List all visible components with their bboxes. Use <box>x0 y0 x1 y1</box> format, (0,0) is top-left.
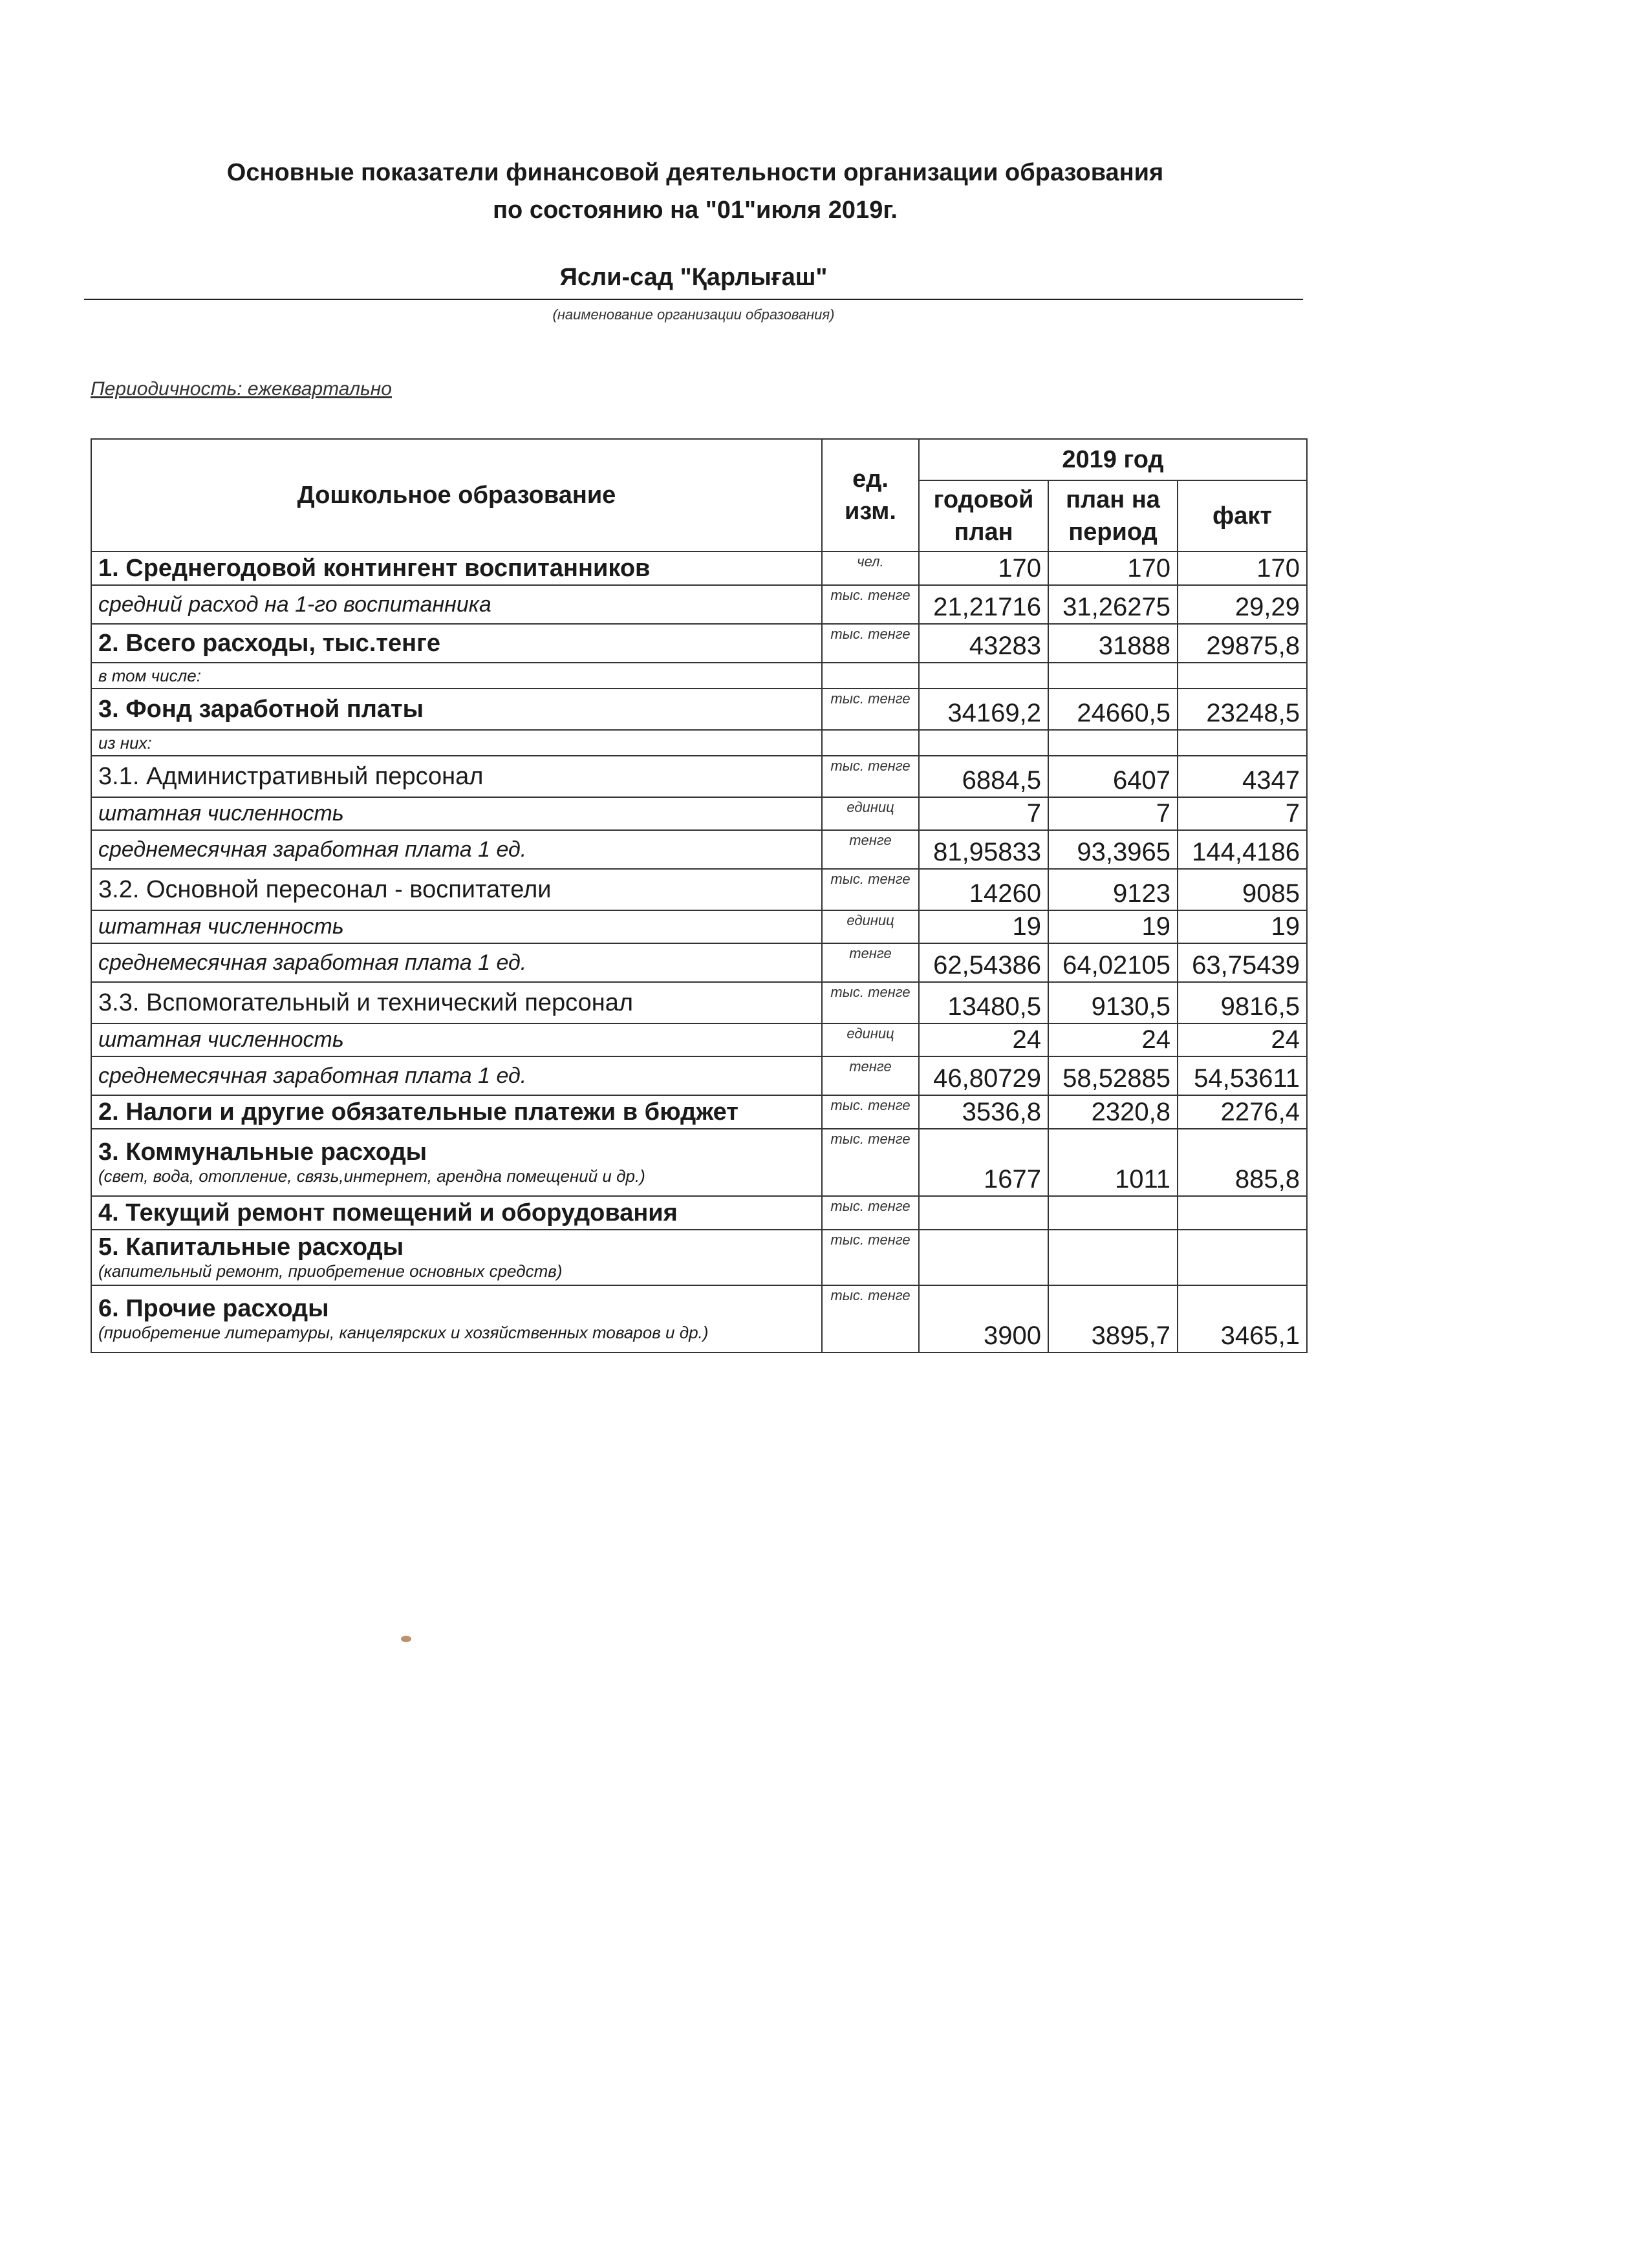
organization-underline <box>84 299 1303 300</box>
row-label-cell <box>91 663 822 689</box>
row-plan-year <box>919 663 1048 689</box>
row-label: среднемесячная заработная плата 1 ед. <box>98 950 527 975</box>
row-sublabel: (свет, вода, отопление, связь,интернет, арендна помещений и др.) <box>98 1166 645 1186</box>
row-fact: 7 <box>1178 797 1307 830</box>
row-plan-period: 3895,7 <box>1048 1285 1178 1353</box>
row-fact <box>1178 1196 1307 1230</box>
table-row <box>91 585 1307 624</box>
row-label: 3. Коммунальные расходы <box>98 1139 427 1166</box>
row-plan-period: 1011 <box>1048 1129 1178 1196</box>
header-fact: факт <box>1178 480 1307 551</box>
row-plan-year <box>919 730 1048 756</box>
row-plan-period: 64,02105 <box>1048 943 1178 982</box>
row-label-cell <box>91 1129 822 1196</box>
table-row <box>91 1023 1307 1056</box>
header-year: 2019 год <box>919 439 1307 480</box>
row-plan-year: 13480,5 <box>919 982 1048 1023</box>
row-label: 1. Среднегодовой контингент воспитанников <box>98 554 651 582</box>
row-label-cell <box>91 982 822 1023</box>
row-label-cell <box>91 1023 822 1056</box>
row-plan-year <box>919 1196 1048 1230</box>
row-fact: 9816,5 <box>1178 982 1307 1023</box>
row-plan-period: 31888 <box>1048 624 1178 663</box>
row-label: 2. Налоги и другие обязательные платежи в бюджет <box>98 1098 738 1126</box>
row-label-cell <box>91 797 822 830</box>
row-label-cell <box>91 756 822 797</box>
row-plan-period: 6407 <box>1048 756 1178 797</box>
row-plan-year: 81,95833 <box>919 830 1048 869</box>
table-row <box>91 830 1307 869</box>
row-plan-year: 14260 <box>919 869 1048 910</box>
row-label: 5. Капитальные расходы <box>98 1234 404 1261</box>
row-fact: 2276,4 <box>1178 1095 1307 1129</box>
row-fact: 4347 <box>1178 756 1307 797</box>
row-plan-year: 3900 <box>919 1285 1048 1353</box>
row-fact: 63,75439 <box>1178 943 1307 982</box>
table-row <box>91 1196 1307 1230</box>
row-fact: 885,8 <box>1178 1129 1307 1196</box>
row-label-cell <box>91 1095 822 1129</box>
row-fact <box>1178 730 1307 756</box>
row-plan-period: 170 <box>1048 551 1178 585</box>
row-unit <box>822 663 919 689</box>
table-row <box>91 1285 1307 1353</box>
row-label-cell <box>91 830 822 869</box>
row-fact: 29,29 <box>1178 585 1307 624</box>
row-unit: единиц <box>822 1023 919 1056</box>
row-plan-year: 34169,2 <box>919 689 1048 730</box>
row-label-cell <box>91 869 822 910</box>
row-label: из них: <box>98 733 152 753</box>
row-unit: чел. <box>822 551 919 585</box>
row-label: штатная численность <box>98 1027 344 1052</box>
row-label-cell <box>91 910 822 943</box>
table-row <box>91 689 1307 730</box>
row-label: 2. Всего расходы, тыс.тенге <box>98 629 441 657</box>
row-fact: 24 <box>1178 1023 1307 1056</box>
header-unit: ед. изм. <box>822 439 919 551</box>
table-row <box>91 1056 1307 1095</box>
header-plan-year: годовой план <box>919 480 1048 551</box>
row-plan-year: 3536,8 <box>919 1095 1048 1129</box>
row-fact: 144,4186 <box>1178 830 1307 869</box>
row-label-cell <box>91 1056 822 1095</box>
row-unit: тыс. тенге <box>822 585 919 624</box>
row-label-cell <box>91 730 822 756</box>
row-unit: тыс. тенге <box>822 1230 919 1285</box>
row-unit: тыс. тенге <box>822 1129 919 1196</box>
document-title <box>129 154 1261 229</box>
table-row <box>91 756 1307 797</box>
row-label: штатная численность <box>98 914 344 939</box>
row-label-cell <box>91 551 822 585</box>
row-fact <box>1178 663 1307 689</box>
row-fact: 54,53611 <box>1178 1056 1307 1095</box>
table-row <box>91 1230 1307 1285</box>
row-plan-year: 43283 <box>919 624 1048 663</box>
row-label-cell <box>91 1230 822 1285</box>
row-plan-period: 7 <box>1048 797 1178 830</box>
row-label-cell <box>91 585 822 624</box>
row-plan-period: 93,3965 <box>1048 830 1178 869</box>
row-plan-year: 46,80729 <box>919 1056 1048 1095</box>
row-unit: тенге <box>822 830 919 869</box>
table-row <box>91 730 1307 756</box>
table-row <box>91 869 1307 910</box>
table-row <box>91 797 1307 830</box>
row-fact: 170 <box>1178 551 1307 585</box>
row-unit <box>822 730 919 756</box>
row-plan-period: 19 <box>1048 910 1178 943</box>
row-plan-year: 62,54386 <box>919 943 1048 982</box>
table-row <box>91 551 1307 585</box>
row-label: 6. Прочие расходы <box>98 1295 329 1322</box>
row-unit: тыс. тенге <box>822 689 919 730</box>
row-unit: единиц <box>822 910 919 943</box>
row-label: 3. Фонд заработной платы <box>98 695 424 723</box>
row-label: 4. Текущий ремонт помещений и оборудования <box>98 1199 678 1226</box>
row-label: 3.2. Основной пересонал - воспитатели <box>98 875 552 903</box>
row-plan-year: 19 <box>919 910 1048 943</box>
row-fact: 3465,1 <box>1178 1285 1307 1353</box>
row-plan-period <box>1048 663 1178 689</box>
row-label-cell <box>91 1196 822 1230</box>
row-label-cell <box>91 689 822 730</box>
row-fact: 19 <box>1178 910 1307 943</box>
row-unit: тыс. тенге <box>822 756 919 797</box>
row-fact <box>1178 1230 1307 1285</box>
row-plan-year: 21,21716 <box>919 585 1048 624</box>
row-sublabel: (капительный ремонт, приобретение основных средств) <box>98 1261 563 1281</box>
row-fact: 23248,5 <box>1178 689 1307 730</box>
row-fact: 29875,8 <box>1178 624 1307 663</box>
row-unit: единиц <box>822 797 919 830</box>
table-row <box>91 982 1307 1023</box>
row-unit: тыс. тенге <box>822 624 919 663</box>
organization-caption: (наименование организации образования) <box>552 306 835 323</box>
table-row <box>91 943 1307 982</box>
row-label-cell <box>91 624 822 663</box>
row-plan-year: 170 <box>919 551 1048 585</box>
row-plan-year: 6884,5 <box>919 756 1048 797</box>
row-plan-period: 24 <box>1048 1023 1178 1056</box>
row-sublabel: (приобретение литературы, канцелярских и хозяйственных товаров и др.) <box>98 1323 709 1342</box>
row-unit: тыс. тенге <box>822 982 919 1023</box>
table-row <box>91 1095 1307 1129</box>
header-plan-period: план на период <box>1048 480 1178 551</box>
row-plan-period <box>1048 730 1178 756</box>
financial-indicators-table <box>91 438 1308 1353</box>
row-plan-year <box>919 1230 1048 1285</box>
row-unit: тенге <box>822 1056 919 1095</box>
row-label: штатная численность <box>98 801 344 826</box>
row-plan-period: 2320,8 <box>1048 1095 1178 1129</box>
row-plan-period: 24660,5 <box>1048 689 1178 730</box>
row-label: в том числе: <box>98 665 201 685</box>
table-row <box>91 663 1307 689</box>
row-plan-period <box>1048 1196 1178 1230</box>
header-category: Дошкольное образование <box>91 439 822 551</box>
title-line-2: по состоянию на "01"июля 2019г. <box>493 197 898 224</box>
row-unit: тыс. тенге <box>822 1285 919 1353</box>
row-plan-period: 9123 <box>1048 869 1178 910</box>
row-label-cell <box>91 1285 822 1353</box>
organization-name: Ясли-сад "Қарлығаш" <box>559 264 828 291</box>
row-plan-period <box>1048 1230 1178 1285</box>
row-label-cell <box>91 943 822 982</box>
row-label: среднемесячная заработная плата 1 ед. <box>98 1063 527 1088</box>
row-unit: тыс. тенге <box>822 1095 919 1129</box>
row-label: 3.1. Административный персонал <box>98 762 484 790</box>
row-fact: 9085 <box>1178 869 1307 910</box>
row-plan-period: 58,52885 <box>1048 1056 1178 1095</box>
row-plan-year: 7 <box>919 797 1048 830</box>
row-label: среднемесячная заработная плата 1 ед. <box>98 837 527 862</box>
row-unit: тыс. тенге <box>822 869 919 910</box>
row-plan-year: 24 <box>919 1023 1048 1056</box>
row-label: 3.3. Вспомогательный и технический персонал <box>98 989 634 1016</box>
table-row <box>91 624 1307 663</box>
row-unit: тыс. тенге <box>822 1196 919 1230</box>
row-label: средний расход на 1-го воспитанника <box>98 592 491 617</box>
row-plan-period: 31,26275 <box>1048 585 1178 624</box>
row-unit: тенге <box>822 943 919 982</box>
table-body <box>91 551 1307 1353</box>
row-plan-period: 9130,5 <box>1048 982 1178 1023</box>
paper-stain <box>401 1636 411 1642</box>
title-line-1: Основные показатели финансовой деятельности организации образования <box>226 159 1164 186</box>
table-row <box>91 1129 1307 1196</box>
row-plan-year: 1677 <box>919 1129 1048 1196</box>
periodicity-label: Периодичность: ежеквартально <box>91 378 392 400</box>
table-row <box>91 910 1307 943</box>
